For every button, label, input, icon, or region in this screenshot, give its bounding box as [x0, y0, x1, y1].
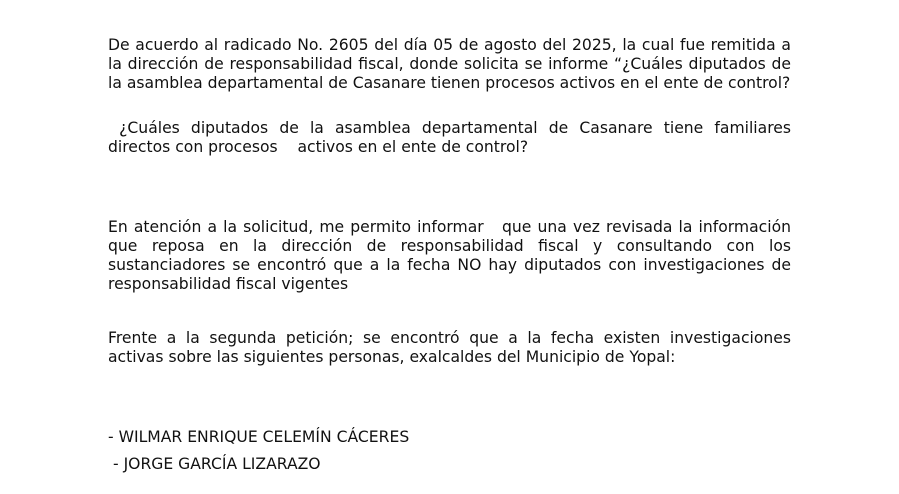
list-item: - JORGE GARCÍA LIZARAZO: [113, 455, 321, 473]
list-item: - WILMAR ENRIQUE CELEMÍN CÁCERES: [108, 428, 410, 446]
paragraph-request-reference: De acuerdo al radicado No. 2605 del día 05 de agosto del 2025, la cual fue remitida a la dirección de responsabilidad fiscal, donde solicita se informe “¿Cuáles diputados de la asamblea departamental de Casanare tienen procesos activos en el ente de control?: [108, 36, 796, 92]
paragraph-second-question: ¿Cuáles diputados de la asamblea departamental de Casanare tiene familiares directos con procesos activos en el ente de control?: [108, 119, 796, 156]
paragraph-response: En atención a la solicitud, me permito informar que una vez revisada la información que reposa en la dirección de responsabilidad fiscal y consultando con los sustanciadores se encontró que a la fecha NO hay diputados con investigaciones de responsabilidad fiscal vigentes: [108, 218, 796, 293]
paragraph-second-petition: Frente a la segunda petición; se encontró que a la fecha existen investigaciones activas sobre las siguientes personas, exalcaldes del Municipio de Yopal:: [108, 329, 796, 366]
